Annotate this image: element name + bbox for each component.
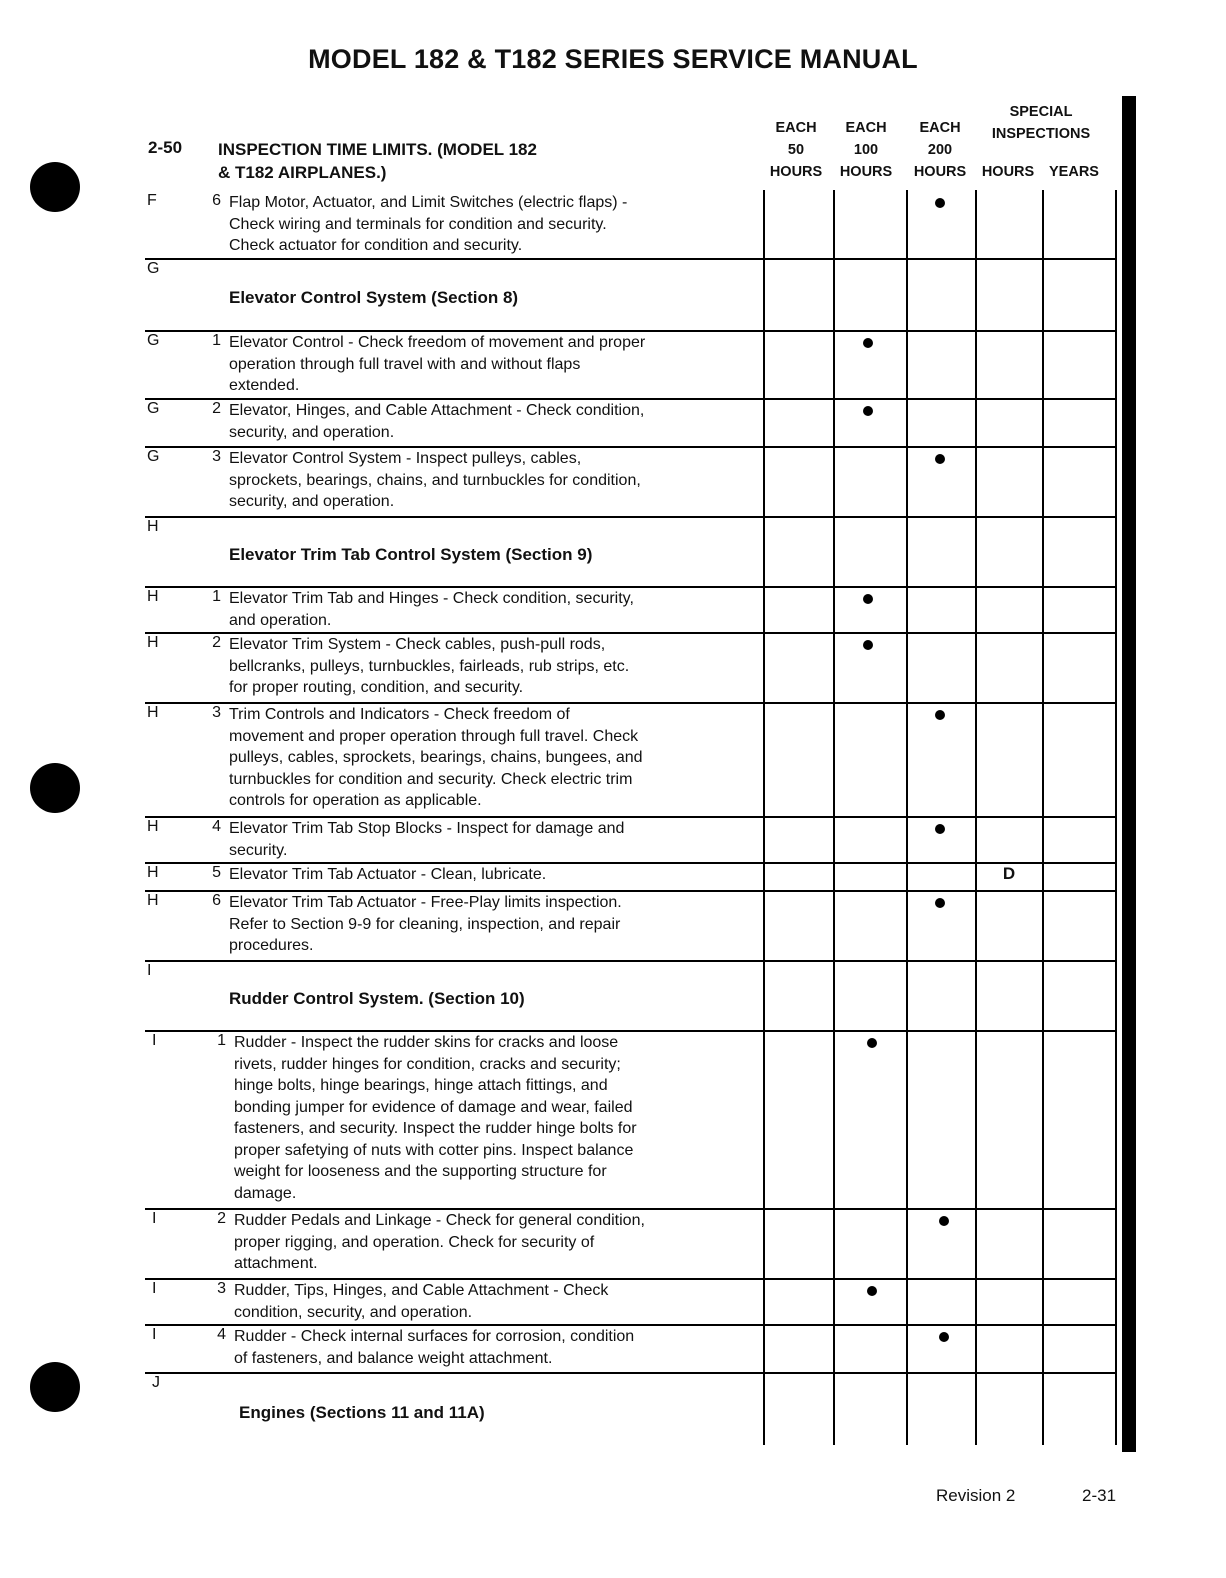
col-header-hours: HOURS [981, 164, 1035, 180]
section-heading: Rudder Control System. (Section 10) [229, 989, 525, 1008]
description-line: security, and operation. [229, 423, 395, 441]
row-divider [145, 258, 1115, 260]
table-section-row [145, 1372, 1115, 1445]
col-header-line: EACH [845, 120, 887, 136]
item-description [229, 588, 634, 631]
table-row [145, 632, 1115, 702]
description-line: Flap Motor, Actuator, and Limit Switches (electric flaps) - [229, 194, 628, 211]
description-line: bonding jumper for evidence of damage and wear, failed [234, 1098, 633, 1116]
item-number: 3 [212, 448, 221, 465]
inspection-dot-icon [935, 198, 945, 208]
inspection-dot-icon [935, 898, 945, 908]
description-line: sprockets, bearings, chains, and turnbuckles for condition, [229, 471, 641, 489]
inspection-dot-icon [863, 640, 873, 650]
description-line: weight for looseness and the supporting structure for [234, 1163, 607, 1180]
col-header-line: 50 [787, 142, 805, 158]
item-description [229, 192, 627, 257]
punch-hole [30, 763, 80, 813]
row-code: I [152, 1326, 157, 1343]
inspection-dot-icon [867, 1286, 877, 1296]
item-description [234, 1280, 608, 1323]
punch-hole [30, 162, 80, 212]
table-row [145, 330, 1115, 398]
col-header-line: 200 [927, 142, 953, 158]
row-divider [145, 862, 1115, 864]
inspection-dot-icon [939, 1332, 949, 1342]
row-code: F [147, 192, 157, 209]
description-line: and operation. [229, 611, 332, 629]
inspection-dot-icon [935, 454, 945, 464]
description-line: pulleys, cables, sprockets, bearings, chains, bungees, and [229, 749, 643, 766]
row-code: H [147, 892, 159, 909]
description-line: operation through full travel with and without flaps [229, 355, 581, 373]
column-divider [1115, 190, 1117, 1445]
table-row [145, 190, 1115, 258]
row-code: G [147, 332, 160, 349]
item-description [234, 1210, 645, 1275]
description-line: procedures. [229, 937, 314, 954]
item-number: 2 [212, 634, 221, 651]
item-description [229, 332, 645, 397]
footer-page-number: 2-31 [1082, 1486, 1117, 1505]
row-divider [145, 446, 1115, 448]
table-row [145, 1208, 1115, 1278]
row-divider [145, 890, 1115, 892]
revision-bar [1122, 96, 1136, 1452]
table-row [145, 702, 1115, 816]
inspection-dot-icon [863, 406, 873, 416]
description-line: Refer to Section 9-9 for cleaning, inspection, and repair [229, 915, 621, 933]
table-row [145, 1278, 1115, 1324]
row-code: H [147, 518, 159, 535]
section-title [218, 138, 658, 184]
item-description [229, 400, 644, 443]
row-divider [145, 960, 1115, 962]
col-header-special [976, 101, 1106, 145]
description-line: Rudder Pedals and Linkage - Check for general condition, [234, 1212, 645, 1229]
row-code: G [147, 448, 160, 465]
table-row [145, 890, 1115, 960]
row-divider [145, 1030, 1115, 1032]
description-line: controls for operation as applicable. [229, 792, 482, 809]
footer-revision: Revision 2 [936, 1486, 1016, 1505]
item-number: 6 [212, 192, 221, 209]
item-description [229, 892, 622, 957]
section-number: 2-50 [148, 138, 183, 157]
description-line: Rudder, Tips, Hinges, and Cable Attachment - Check [234, 1282, 609, 1299]
item-number: 2 [212, 400, 221, 417]
item-number: 4 [212, 818, 221, 835]
col-header-years: YEARS [1049, 164, 1099, 180]
row-divider [145, 586, 1115, 588]
section-heading: Engines (Sections 11 and 11A) [239, 1403, 485, 1422]
row-code: I [152, 1210, 157, 1227]
row-divider [145, 1208, 1115, 1210]
col-header-line: HOURS [913, 164, 967, 180]
row-code: H [147, 634, 159, 651]
column-divider [1042, 190, 1044, 1445]
item-number: 1 [217, 1032, 226, 1049]
description-line: rivets, rudder hinges for condition, cracks and security; [234, 1055, 621, 1073]
table-section-row [145, 516, 1115, 586]
description-line: proper rigging, and operation. Check for security of [234, 1233, 595, 1251]
inspection-code-mark: D [1002, 864, 1016, 883]
inspection-dot-icon [935, 710, 945, 720]
inspection-dot-icon [935, 824, 945, 834]
item-description [229, 704, 643, 812]
description-line: Elevator, Hinges, and Cable Attachment - Check condition, [229, 402, 645, 419]
table-section-row [145, 258, 1115, 330]
row-code: H [147, 864, 159, 881]
item-description [234, 1326, 634, 1369]
row-divider [145, 816, 1115, 818]
item-description [229, 818, 624, 861]
item-number: 6 [212, 892, 221, 909]
col-header-line: EACH [775, 120, 817, 136]
row-code: H [147, 588, 159, 605]
description-line: damage. [234, 1184, 297, 1202]
description-line: security, and operation. [229, 493, 395, 510]
description-line: Elevator Trim System - Check cables, push-pull rods, [229, 636, 606, 653]
description-line: security. [229, 841, 288, 859]
row-divider [145, 632, 1115, 634]
col-header-line: HOURS [769, 164, 823, 180]
item-number: 1 [212, 332, 221, 349]
item-description [229, 634, 629, 699]
inspection-dot-icon [863, 594, 873, 604]
section-heading: Elevator Control System (Section 8) [229, 288, 519, 307]
item-number: 1 [212, 588, 221, 605]
table-row [145, 446, 1115, 516]
item-number: 3 [217, 1280, 226, 1297]
col-header-50 [763, 117, 829, 183]
item-number: 4 [217, 1326, 226, 1343]
table-row [145, 862, 1115, 890]
item-description [234, 1032, 637, 1204]
description-line: Trim Controls and Indicators - Check freedom of [229, 706, 570, 723]
table-row [145, 586, 1115, 632]
page-title: MODEL 182 & T182 SERIES SERVICE MANUAL [308, 44, 918, 74]
table-row [145, 816, 1115, 862]
column-divider [975, 190, 977, 1445]
inspection-dot-icon [939, 1216, 949, 1226]
description-line: Rudder - Inspect the rudder skins for cracks and loose [234, 1034, 619, 1051]
punch-hole [30, 1362, 80, 1412]
description-line: fasteners, and security. Inspect the rudder hinge bolts for [234, 1120, 637, 1137]
description-line: Elevator Trim Tab Actuator - Clean, lubricate. [229, 866, 547, 883]
description-line: hinge bolts, hinge bearings, hinge attach fittings, and [234, 1077, 608, 1094]
row-divider [145, 702, 1115, 704]
description-line: Elevator Trim Tab Actuator - Free-Play limits inspection. [229, 894, 622, 911]
col-header-line: INSPECTIONS [991, 126, 1091, 142]
row-code: H [147, 818, 159, 835]
table-section-row [145, 960, 1115, 1030]
inspection-dot-icon [863, 338, 873, 348]
column-divider [906, 190, 908, 1445]
item-description [229, 448, 641, 513]
row-divider [145, 398, 1115, 400]
column-divider [833, 190, 835, 1445]
col-header-line: 100 [853, 142, 879, 158]
description-line: extended. [229, 377, 300, 394]
item-description [229, 864, 546, 886]
description-line: Check actuator for condition and security. [229, 237, 523, 254]
inspection-dot-icon [867, 1038, 877, 1048]
description-line: proper safetying of nuts with cotter pins. Inspect balance [234, 1141, 634, 1159]
description-line: Elevator Control System - Inspect pulleys, cables, [229, 450, 582, 467]
col-header-200 [906, 117, 974, 183]
section-heading: Elevator Trim Tab Control System (Section 9) [229, 545, 593, 564]
col-header-100 [833, 117, 899, 183]
item-number: 3 [212, 704, 221, 721]
section-title-line: INSPECTION TIME LIMITS. (MODEL 182 [218, 140, 537, 159]
description-line: bellcranks, pulleys, turnbuckles, fairleads, rub strips, etc. [229, 657, 630, 675]
row-divider [145, 516, 1115, 518]
row-code: I [152, 1032, 157, 1049]
col-header-line: HOURS [839, 164, 893, 180]
description-line: for proper routing, condition, and security. [229, 679, 524, 696]
table-row [145, 1030, 1115, 1208]
description-line: condition, security, and operation. [234, 1303, 473, 1321]
description-line: of fasteners, and balance weight attachment. [234, 1349, 553, 1367]
table-row [145, 1324, 1115, 1372]
row-divider [145, 330, 1115, 332]
row-code: G [147, 400, 160, 417]
row-code: I [152, 1280, 157, 1297]
row-code: J [152, 1374, 160, 1391]
col-header-line: EACH [919, 120, 961, 136]
item-number: 5 [212, 864, 221, 881]
row-divider [145, 1278, 1115, 1280]
section-title-line: & T182 AIRPLANES.) [218, 163, 387, 182]
row-code: H [147, 704, 159, 721]
col-header-line: SPECIAL [1009, 104, 1073, 120]
description-line: attachment. [234, 1255, 318, 1272]
row-code: G [147, 260, 160, 277]
description-line: Elevator Trim Tab and Hinges - Check condition, security, [229, 590, 634, 607]
column-divider [763, 190, 765, 1445]
description-line: Elevator Control - Check freedom of movement and proper [229, 334, 646, 351]
description-line: Elevator Trim Tab Stop Blocks - Inspect for damage and [229, 820, 625, 837]
item-number: 2 [217, 1210, 226, 1227]
description-line: turnbuckles for condition and security. Check electric trim [229, 770, 633, 788]
description-line: movement and proper operation through full travel. Check [229, 727, 639, 745]
row-divider [145, 1372, 1115, 1374]
description-line: Rudder - Check internal surfaces for corrosion, condition [234, 1328, 635, 1345]
description-line: Check wiring and terminals for condition and security. [229, 215, 607, 233]
row-code: I [147, 962, 152, 979]
table-row [145, 398, 1115, 446]
row-divider [145, 1324, 1115, 1326]
